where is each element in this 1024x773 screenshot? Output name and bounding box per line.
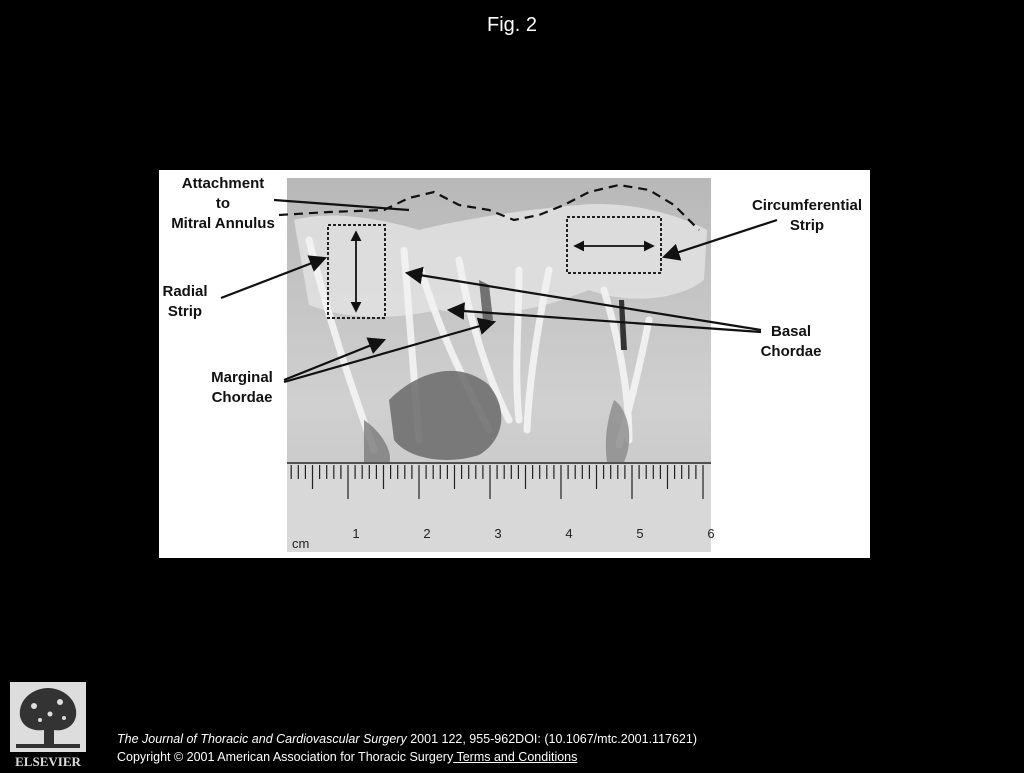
label-basal-chordae bbox=[761, 323, 822, 360]
citation-details: 2001 122, 955-962DOI: (10.1067/mtc.2001.117621) bbox=[406, 732, 697, 746]
label-marginal-chordae bbox=[211, 369, 273, 406]
valve-photo bbox=[287, 178, 715, 552]
svg-text:Strip: Strip bbox=[167, 303, 203, 320]
svg-text:Chordae: Chordae bbox=[760, 343, 822, 360]
elsevier-logo bbox=[10, 682, 86, 768]
svg-text:Strip: Strip bbox=[789, 217, 825, 234]
svg-text:Attachment: Attachment bbox=[181, 175, 265, 192]
svg-text:Marginal: Marginal bbox=[211, 369, 273, 386]
label-radial-strip bbox=[162, 283, 207, 320]
label-circumferential-strip bbox=[752, 197, 862, 234]
svg-text:Circumferential: Circumferential bbox=[751, 197, 863, 214]
ruler-number: 5 bbox=[636, 526, 644, 541]
copyright-text: Copyright © 2001 American Association for Thoracic Surgery bbox=[117, 750, 454, 764]
label-attachment bbox=[171, 175, 275, 232]
ruler-number: 6 bbox=[707, 526, 715, 541]
svg-text:Chordae: Chordae bbox=[211, 389, 273, 406]
ruler-unit-label: cm bbox=[292, 536, 310, 551]
ruler-number: 4 bbox=[565, 526, 573, 541]
elsevier-wordmark: ELSEVIER bbox=[15, 754, 81, 768]
ruler-number: 1 bbox=[352, 526, 360, 541]
journal-name: The Journal of Thoracic and Cardiovascular Surgery bbox=[117, 732, 407, 746]
svg-text:Radial: Radial bbox=[162, 283, 208, 300]
terms-link[interactable]: Terms and Conditions bbox=[453, 750, 578, 764]
ruler-number: 3 bbox=[494, 526, 502, 541]
figure-image bbox=[159, 170, 870, 558]
ruler-number: 2 bbox=[423, 526, 431, 541]
svg-text:Basal: Basal bbox=[770, 323, 812, 340]
svg-text:Mitral Annulus: Mitral Annulus bbox=[171, 215, 275, 232]
citation-line bbox=[117, 730, 697, 748]
citation-footer bbox=[117, 730, 697, 766]
copyright-line bbox=[117, 748, 697, 766]
figure-title: Fig. 2 bbox=[486, 14, 538, 36]
svg-text:to: to bbox=[215, 195, 231, 212]
